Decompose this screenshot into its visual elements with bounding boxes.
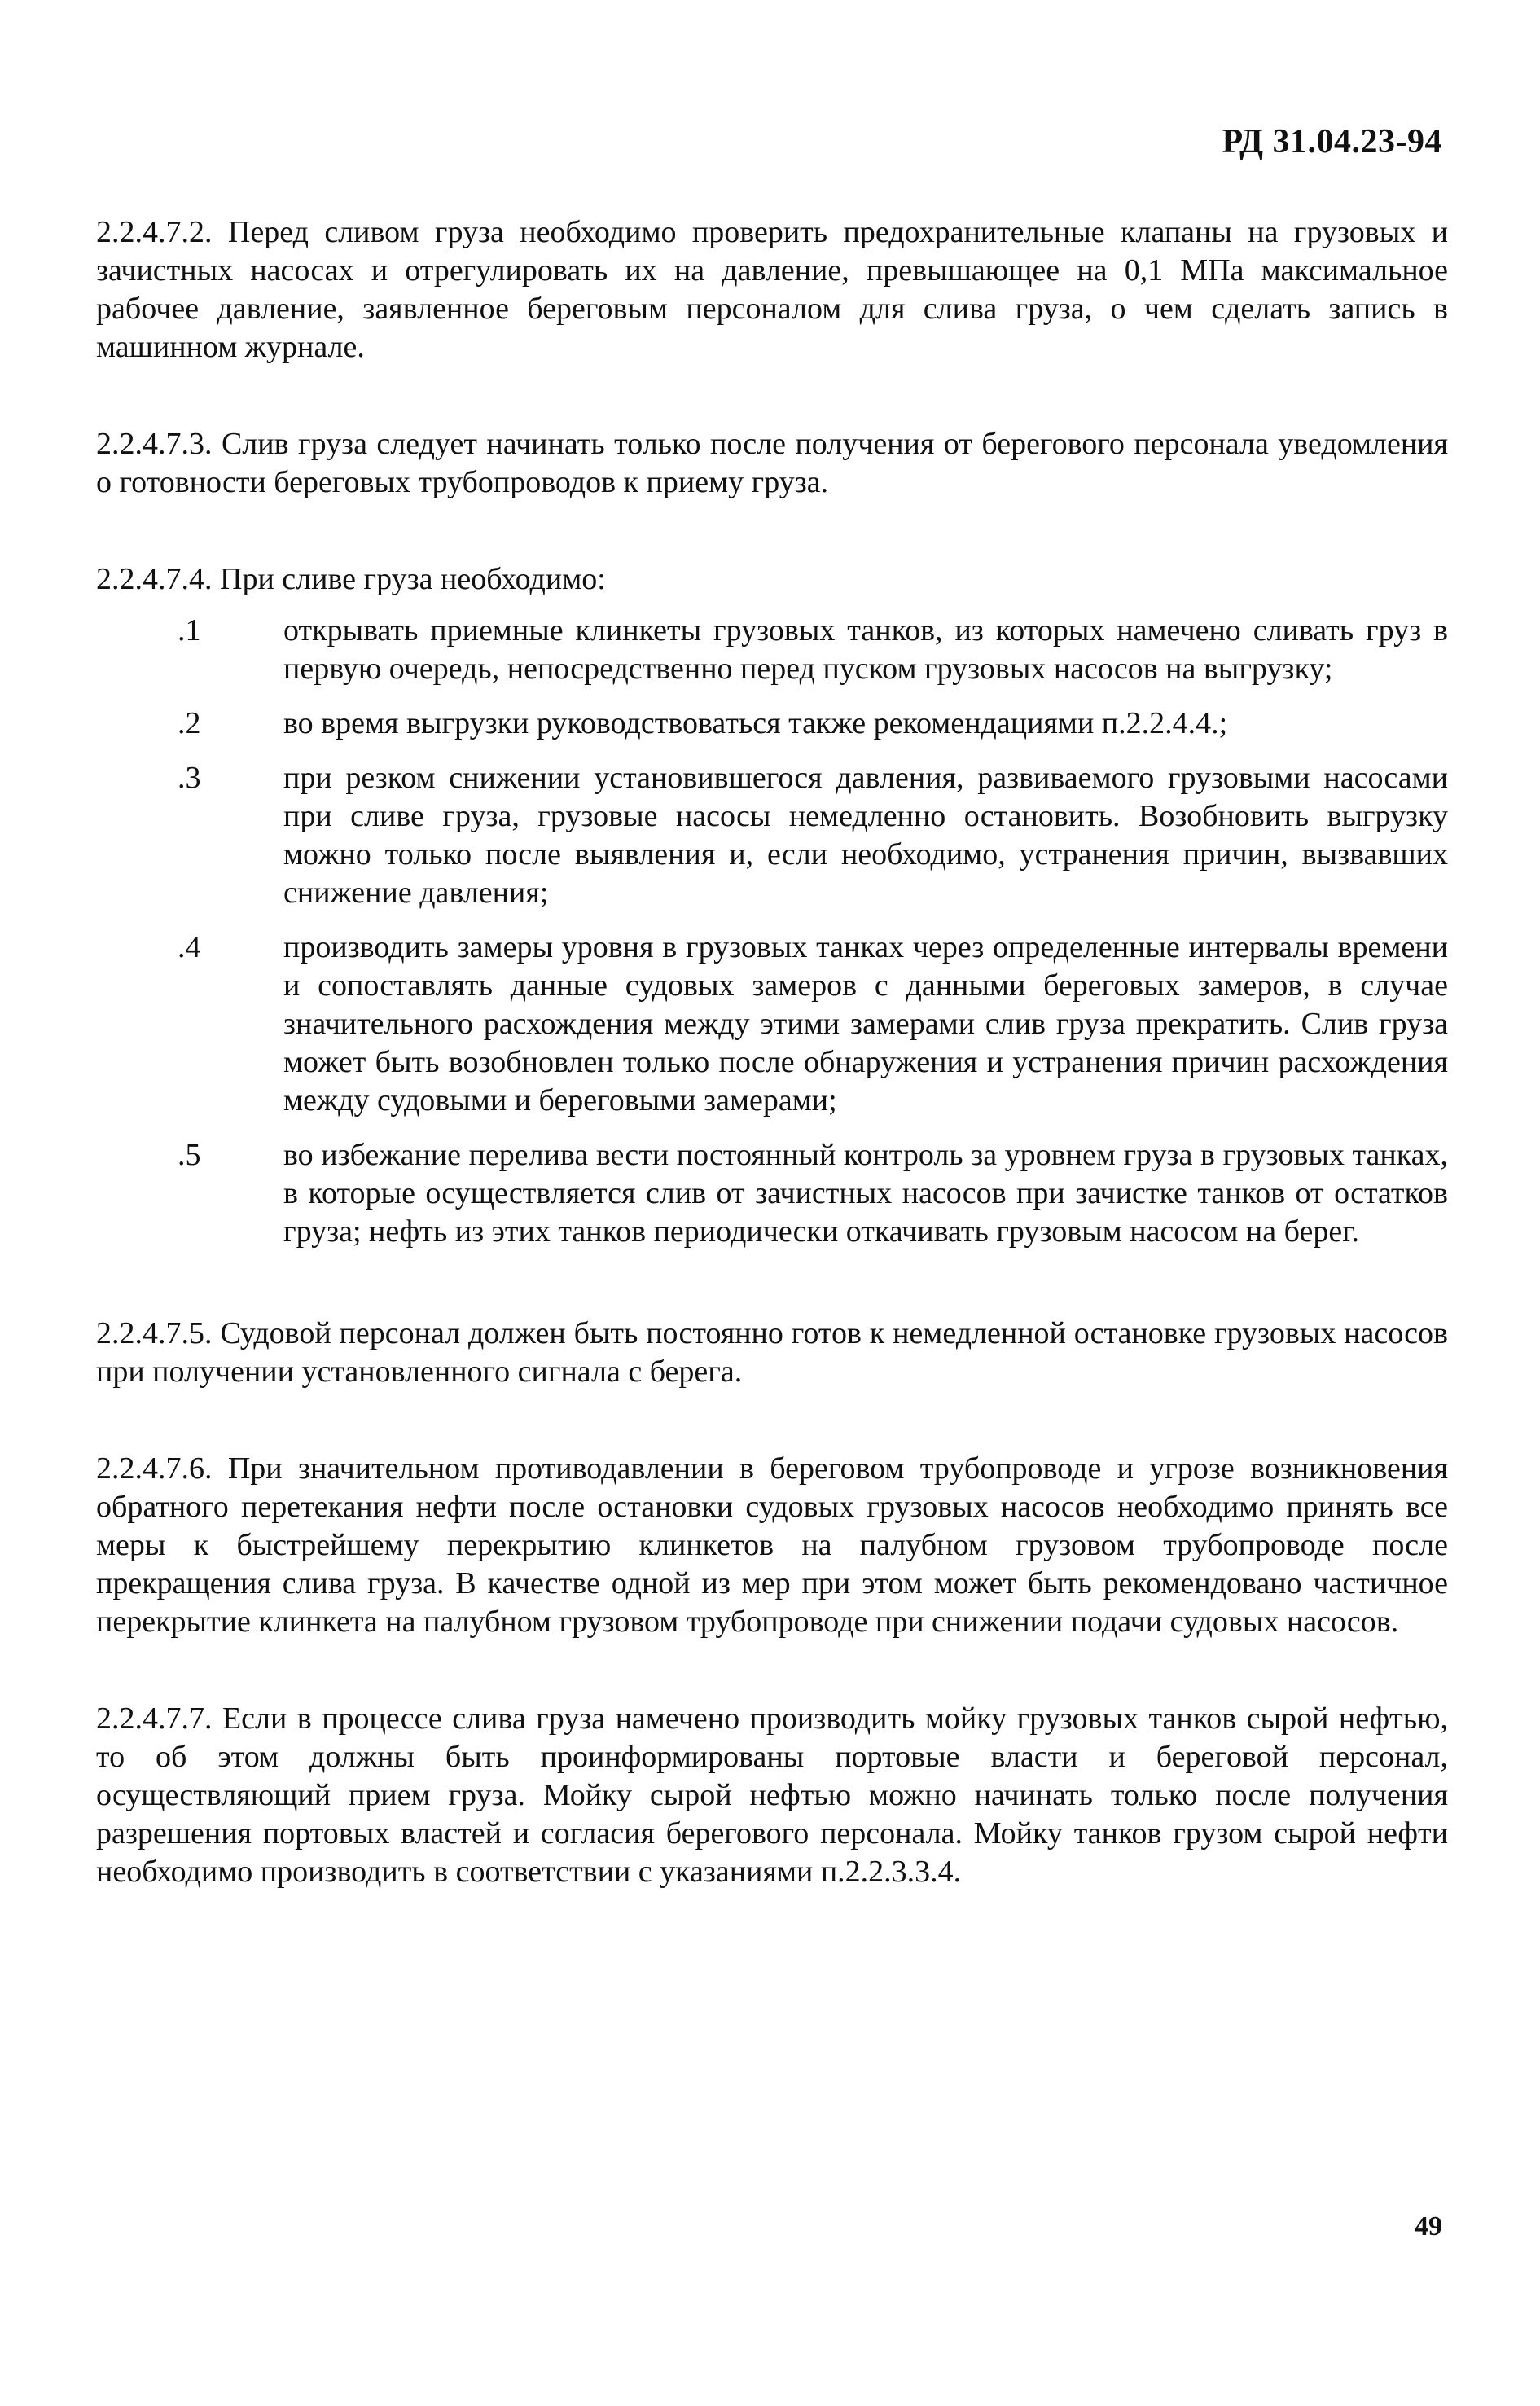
list-item-number: .1	[178, 613, 201, 648]
paragraph-2-2-4-7-3: 2.2.4.7.3. Слив груза следует начинать только после получения от берегового персонала уведомления о готовности береговых трубопроводов к приему груза.	[96, 427, 1448, 499]
paragraph-2-2-4-7-6: 2.2.4.7.6. При значительном противодавлении в береговом трубопроводе и угрозе возникновения обратного перетекания нефти после остановки судовых грузовых насосов необходимо принять все меры к быстрейшему перекрытию клинкетов на палубном грузовом трубопроводе после прекращения слива груза. В качестве одной из мер при этом может быть рекомендовано частичное перекрытие клинкета на палубном грузовом трубопроводе при снижении подачи судовых насосов.	[96, 1451, 1448, 1639]
list-item-text: во время выгрузки руководствоваться также рекомендациями п.2.2.4.4.;	[283, 706, 1228, 740]
list-item-text: при резком снижении установившегося давления, развиваемого грузовыми насосами при сливе груза, грузовые насосы немедленно остановить. Возобновить выгрузку можно только после выявления и, если необходимо, устранения причин, вызвавших снижение давления;	[283, 761, 1448, 910]
paragraph-2-2-4-7-5: 2.2.4.7.5. Судовой персонал должен быть постоянно готов к немедленной остановке грузовых насосов при получении установленного сигнала с берега.	[96, 1316, 1448, 1389]
list-item	[96, 705, 1448, 743]
numbered-list	[96, 612, 1448, 1251]
list-item-number: .5	[178, 1138, 201, 1172]
list-item	[96, 612, 1448, 688]
list-item	[96, 929, 1448, 1120]
list-item-number: .3	[178, 761, 201, 795]
list-item-text: открывать приемные клинкеты грузовых танков, из которых намечено сливать груз в первую очередь, непосредственно перед пуском грузовых насосов на выгрузку;	[283, 613, 1448, 686]
document-code: РД 31.04.23-94	[1222, 123, 1442, 160]
list-item	[96, 759, 1448, 912]
paragraph-2-2-4-7-7: 2.2.4.7.7. Если в процессе слива груза намечено производить мойку грузовых танков сырой нефтью, то об этом должны быть проинформированы портовые власти и береговой персонал, осуществляющий прием груза. Мойку сырой нефтью можно начинать только после получения разрешения портовых властей и согласия берегового персонала. Мойку танков грузом сырой нефти необходимо производить в соответствии с указаниями п.2.2.3.3.4.	[96, 1701, 1448, 1889]
page-number: 49	[1415, 2211, 1442, 2241]
list-item-number: .2	[178, 706, 201, 740]
list-item	[96, 1136, 1448, 1251]
list-item-number: .4	[178, 930, 201, 964]
paragraph-2-2-4-7-4: 2.2.4.7.4. При сливе груза необходимо:	[96, 562, 606, 596]
paragraph-2-2-4-7-2: 2.2.4.7.2. Перед сливом груза необходимо проверить предохранительные клапаны на грузовых и зачистных насосах и отрегулировать их на давление, превышающее на 0,1 МПа максимальное рабочее давление, заявленное береговым персоналом для слива груза, о чем сделать запись в машинном журнале.	[96, 215, 1448, 364]
list-item-text: производить замеры уровня в грузовых танках через определенные интервалы времени и сопоставлять данные судовых замеров с данными береговых замеров, в случае значительного расхождения между этими замерами слив груза прекратить. Слив груза может быть возобновлен только после обнаружения и устранения причин расхождения между судовыми и береговыми замерами;	[283, 930, 1448, 1117]
document-body	[96, 213, 1448, 1891]
list-item-text: во избежание перелива вести постоянный контроль за уровнем груза в грузовых танках, в которые осуществляется слив от зачистных насосов при зачистке танков от остатков груза; нефть из этих танков периодически откачивать грузовым насосом на берег.	[283, 1138, 1448, 1249]
